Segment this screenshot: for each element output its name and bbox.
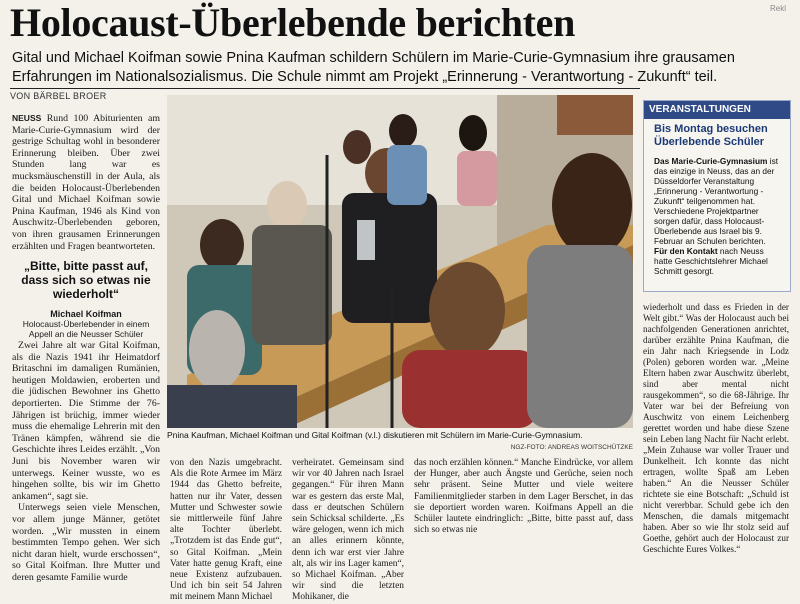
body-column-1 bbox=[12, 340, 160, 583]
body-paragraph: Zwei Jahre alt war Gital Koifman, als die Nazis 1941 ihr Heimatdorf Britaschni im damaligen Rumänien, heutigen Moldawien, eroberten und die jüdischen Bewohner ins Ghetto deportierten. Die Stimme der 76-Jährigen ist brüchig, immer wieder muss die ehemalige Lehrerin mit den Tränen kämpfen, während sie die Geschichte ihres Leides erzählt. „Von Juni bis November waren wir unterwegs. Keiner wusste, wo es hingehen sollte, bis wir im Ghetto ankamen“, sagt sie. bbox=[12, 340, 160, 502]
body-column-5 bbox=[643, 302, 789, 555]
body-column-4 bbox=[414, 458, 633, 536]
sidebar-title: Bis Montag besuchen Überlebende Schüler bbox=[654, 123, 768, 148]
article-photo bbox=[167, 95, 633, 428]
body-paragraph: wiederholt und dass es Frieden in der Welt gibt.“ Was der Holocaust auch bei nachfolgenden Generationen anrichtet, darüber erzählte Pnina Kaufman, die ein Jahr nach Kriegsende in Lodz (Polen) geboren worden war. „Meine Eltern haben zwar Auschwitz überlebt, sind aber mental nicht rausgekommen“, so die 68-Jährige. Ihr Vater war bei der Befreiung von Auschwitz von einem Leichenberg gerettet worden und habe diese Szene sein Leben lang Nacht für Nacht erlebt. „Mein Zuhause war voller Trauer und Dunkelheit. Ich konnte das nicht ertragen, wollte Spaß am Leben haben.“ An die Neusser Schüler richtete sie eine Botschaft: „Schuld ist nicht vererbbar. Schuld gebe ich den Menschen, die damals mitgemacht haben. Aber so wie Ihr stolz seid auf Goethe, gehört auch der Holocaust zur Geschichte Eures Volkes.“ bbox=[643, 302, 789, 554]
subheadline: Gital und Michael Koifman sowie Pnina Kaufman schildern Schülern im Marie-Curie-Gymnasium ihre grausamen Erfahrungen im Nationalsozialismus. Die Schule nimmt am Projekt „Erinnerung - Verantwortung - Zukunft“ teil. bbox=[12, 50, 735, 85]
intro-column bbox=[12, 113, 160, 252]
byline: VON BÄRBEL BROER bbox=[10, 91, 107, 101]
photo-illustration bbox=[167, 95, 633, 428]
adjacent-page-fragment: Rekl bbox=[770, 4, 787, 13]
divider bbox=[10, 88, 640, 89]
events-sidebar bbox=[643, 100, 791, 292]
photo-credit: NGZ-FOTO: ANDREAS WOITSCHÜTZKE bbox=[510, 444, 633, 451]
body-paragraph: Unterwegs seien viele Menschen, vor allem junge Männer, getötet worden. „Wir mussten in einem bestimmten Tempo gehen. Wer sich nicht daran hielt, wurde erschossen“, so Gital Koifman. Ihre Mutter und deren gesamte Familie wurde bbox=[12, 502, 160, 583]
dateline: NEUSS bbox=[12, 113, 42, 123]
intro-text: Rund 100 Abiturienten am Marie-Curie-Gymnasium wird der gestrige Schultag wohl in besonderer Erinnerung bleiben. Über zwei Stunden lang war es mucksmäuschenstill in der Aula, als die beiden Holocaust-Überlebenden Gital und Michael Koifman sowie Pnina Kaufman, 1946 als Kind von Auschwitz-Überlebenden geboren, von ihren grausamen Erinnerungen erzählten und Fragen beantworteten. bbox=[12, 113, 161, 252]
body-paragraph: von den Nazis umgebracht. Als die Rote Armee im März 1944 das Ghetto befreite, hatten nur ihr Vater, dessen Mutter und Schwester sowie sie mittlerweile fünf Jahre alte Tochter überlebt. „Trotzdem ist das Ende gut“, so Gital Koifman. „Mein Vater hatte genug Kraft, eine neue Existenz aufzubauen. Und ich bin seit 54 Jahren mit meinem Mann Michael bbox=[170, 458, 282, 603]
headline: Holocaust-Überlebende berichten bbox=[10, 0, 576, 45]
sidebar-lead-1: Das Marie-Curie-Gymnasium bbox=[654, 156, 768, 166]
sidebar-text-2: nach Neuss hatte Geschichtslehrer Michael Schmitt gesorgt. bbox=[654, 246, 768, 276]
body-column-3 bbox=[292, 458, 404, 604]
body-paragraph: das noch erzählen können.“ Manche Eindrücke, vor allem der Hunger, aber auch Ängste und Gerüche, seien noch sehr präsent. Seine Mutter und viele weitere Familienmitglieder starben in dem Lager Berschet, in das sie deportiert worden waren. Koifmans Appell an die Schüler lautete eindringlich: „Bitte, bitte passt auf, dass sich so etwas nie bbox=[414, 458, 633, 536]
pull-quote-role: Holocaust-Überlebender in einem Appell an die Neusser Schüler bbox=[22, 319, 150, 339]
sidebar-body bbox=[654, 156, 784, 276]
sidebar-text-1: ist das einzige in Neuss, das an der Düsseldorfer Veranstaltung „Erinnerung - Verantwortung - Zukunft“ teilgenommen hat. Verschiedene Projektpartner sorgen dafür, dass Holocaust-Überlebende aus Israel bis 9. Februar an Schulen berichten. bbox=[654, 156, 779, 246]
photo-caption: Pnina Kaufman, Michael Koifman und Gital Koifman (v.l.) diskutieren mit Schülern im Marie-Curie-Gymnasium. bbox=[167, 430, 583, 440]
body-paragraph: verheiratet. Gemeinsam sind wir vor 40 Jahren nach Israel gegangen.“ Für ihren Mann war es gestern das erste Mal, dass er deutschen Schülern sein Schicksal schilderte. „Es wäre gelogen, wenn ich mich an alles erinnern könnte, denn ich war erst vier Jahre alt, als wir ins Lager kamen“, so Michael Koifman. „Aber wir sind die letzten Mohikaner, die bbox=[292, 458, 404, 603]
pull-quote bbox=[12, 259, 160, 339]
body-column-2 bbox=[170, 458, 282, 604]
sidebar-tag: VERANSTALTUNGEN bbox=[644, 101, 790, 119]
intro-paragraph bbox=[12, 113, 160, 252]
sidebar-lead-2: Für den Kontakt bbox=[654, 246, 718, 256]
pull-quote-text: „Bitte, bitte passt auf, dass sich so etwas nie wiederholt“ bbox=[21, 259, 151, 301]
pull-quote-author: Michael Koifman bbox=[50, 309, 122, 319]
